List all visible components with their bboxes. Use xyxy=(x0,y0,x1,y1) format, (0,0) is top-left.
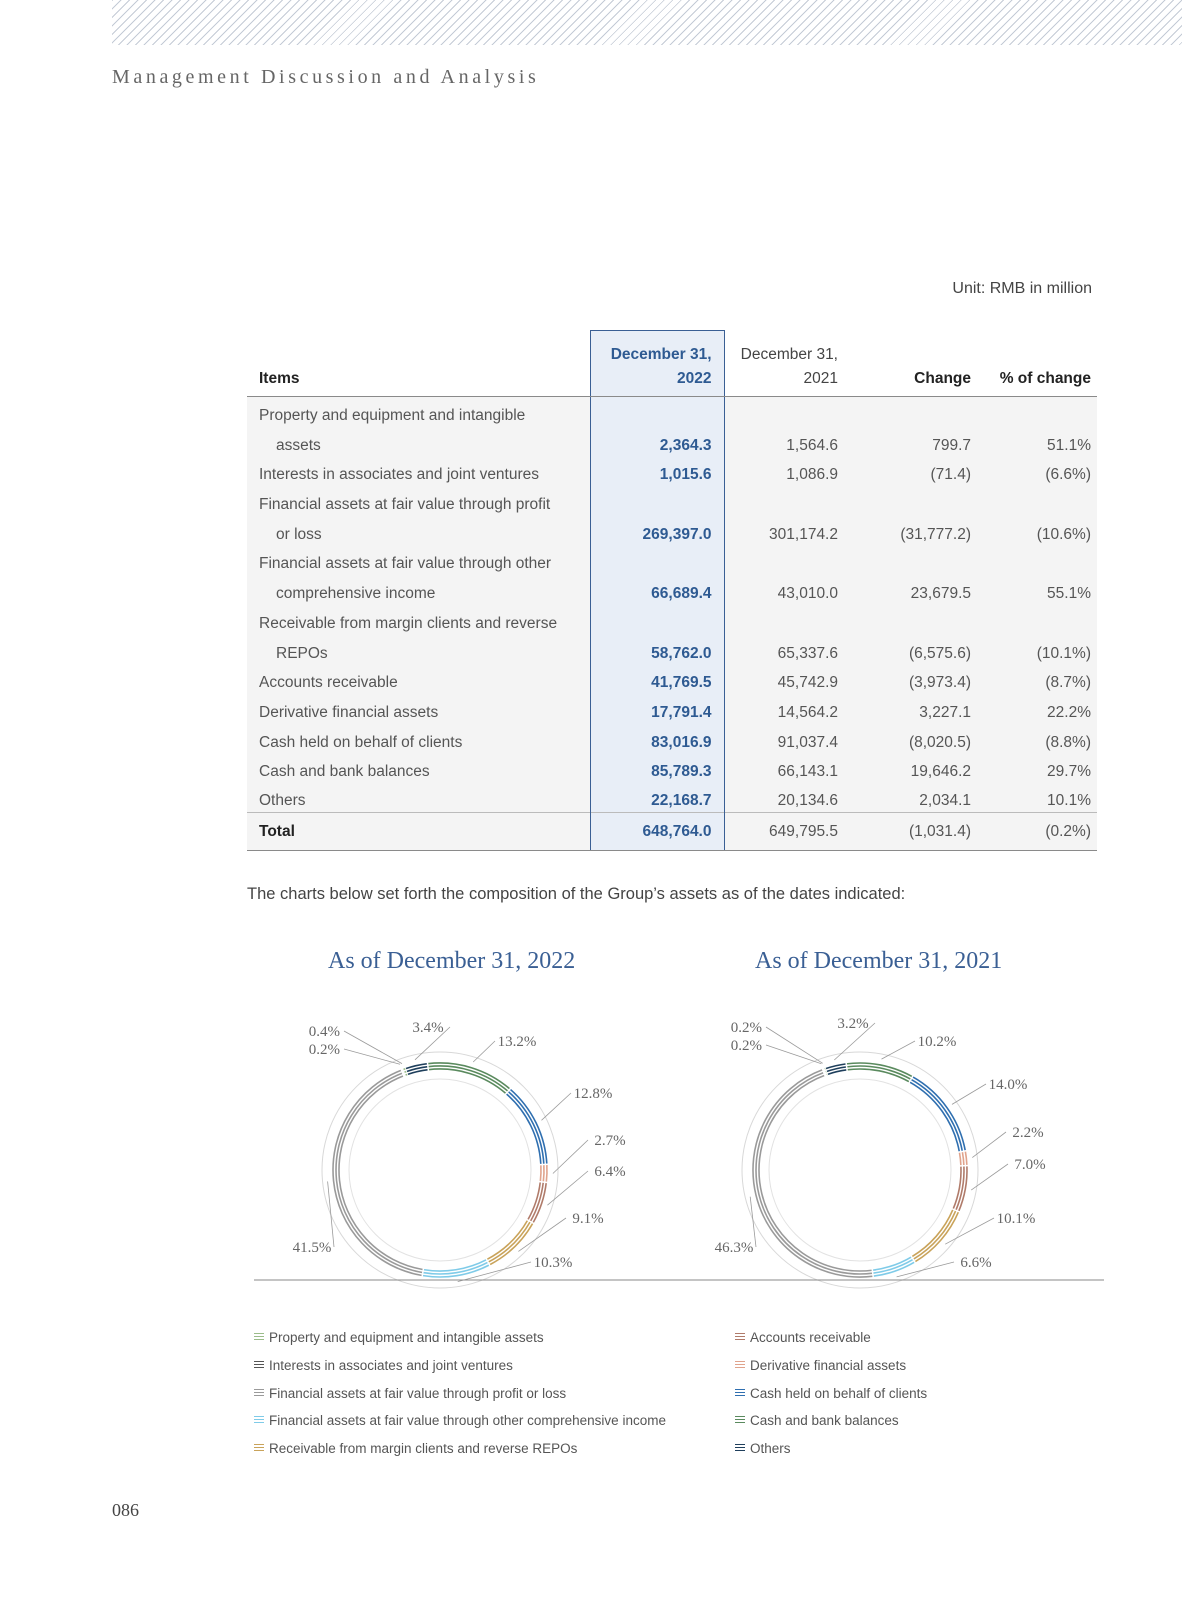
donut-slice xyxy=(953,1166,967,1212)
legend-item xyxy=(735,1352,927,1380)
legend-label: Receivable from margin clients and reverse REPOs xyxy=(269,1441,578,1457)
header-2021-line2: 2021 xyxy=(724,364,850,397)
legend-label: Cash held on behalf of clients xyxy=(750,1385,928,1401)
asset-composition-charts xyxy=(0,990,1190,1300)
header-items: Items xyxy=(247,364,590,397)
slice-value-label: 6.4% xyxy=(594,1164,626,1180)
slice-value-label: 0.2% xyxy=(730,1020,762,1036)
donut-slice xyxy=(405,1064,428,1075)
legend-label: Cash and bank balances xyxy=(750,1413,899,1429)
donut-slice xyxy=(872,1257,914,1276)
table-row: Derivative financial assets 17,791.4 14,564.2 3,227.1 22.2% xyxy=(247,694,1097,724)
table-row: assets 2,364.3 1,564.6 799.7 51.1% xyxy=(247,427,1097,457)
donut-slice xyxy=(333,1070,423,1275)
slice-value-label: 10.2% xyxy=(917,1034,957,1050)
slice-value-label: 46.3% xyxy=(714,1240,754,1256)
label-leader-line xyxy=(547,1171,588,1205)
table-row: Cash and bank balances 85,789.3 66,143.1 19,646.2 29.7% xyxy=(247,754,1097,784)
legend-item xyxy=(254,1435,666,1463)
row-label: Receivable from margin clients and reverse xyxy=(247,605,590,635)
slice-value-label: 14.0% xyxy=(988,1077,1028,1093)
legend-item xyxy=(735,1324,927,1352)
slice-value-label: 0.2% xyxy=(308,1042,340,1058)
label-leader-line xyxy=(542,1093,572,1120)
donut-chart-2022 xyxy=(293,1020,626,1288)
legend-item xyxy=(735,1435,927,1463)
row-label: Financial assets at fair value through other xyxy=(247,546,590,576)
legend-swatch-icon xyxy=(254,1333,264,1342)
slice-value-label: 7.0% xyxy=(1014,1157,1046,1173)
legend-swatch-icon xyxy=(735,1444,745,1453)
legend-item xyxy=(254,1379,666,1407)
header-hatch-band xyxy=(112,0,1182,45)
legend-swatch-icon xyxy=(254,1416,264,1425)
chart-title-2022: As of December 31, 2022 xyxy=(328,948,576,974)
legend-swatch-icon xyxy=(735,1416,745,1425)
slice-value-label: 0.4% xyxy=(308,1024,340,1040)
donut-slice xyxy=(422,1260,489,1277)
donut-outer-guide xyxy=(322,1052,558,1288)
label-leader-line xyxy=(458,1262,531,1282)
row-label: Financial assets at fair value through profit xyxy=(247,486,590,516)
legend-left xyxy=(254,1324,666,1462)
label-leader-line xyxy=(766,1045,821,1064)
label-leader-line xyxy=(972,1132,1006,1158)
slice-value-label: 3.2% xyxy=(837,1016,869,1032)
legend-swatch-icon xyxy=(254,1444,264,1453)
donut-inner-guide xyxy=(769,1079,951,1261)
header-2022-line1: December 31, xyxy=(590,331,724,364)
slice-value-label: 10.1% xyxy=(996,1211,1036,1227)
donut-outer-guide xyxy=(742,1052,978,1288)
legend-label: Financial assets at fair value through profit or loss xyxy=(269,1385,567,1401)
label-leader-line xyxy=(945,1218,994,1244)
donut-slice xyxy=(912,1209,959,1262)
table-row: comprehensive income 66,689.4 43,010.0 23,679.5 55.1% xyxy=(247,575,1097,605)
legend-label: Property and equipment and intangible assets xyxy=(269,1330,544,1346)
label-leader-line xyxy=(952,1084,986,1104)
label-leader-line xyxy=(553,1140,588,1174)
donut-slice xyxy=(487,1220,533,1265)
page-number: 086 xyxy=(112,1500,139,1520)
legend-label: Accounts receivable xyxy=(750,1330,871,1346)
table-row: or loss 269,397.0 301,174.2 (31,777.2) (10.6%) xyxy=(247,516,1097,546)
label-leader-line xyxy=(344,1049,400,1064)
legend-label: Interests in associates and joint ventures xyxy=(269,1358,513,1374)
charts-intro-text: The charts below set forth the composition of the Group’s assets as of the dates indicated: xyxy=(247,885,906,903)
slice-value-label: 3.4% xyxy=(412,1020,444,1036)
legend-right xyxy=(735,1324,927,1462)
legend-item xyxy=(254,1324,666,1352)
donut-slice xyxy=(959,1151,967,1166)
assets-table xyxy=(247,330,1097,851)
label-leader-line xyxy=(971,1164,1008,1190)
legend-item xyxy=(735,1407,927,1435)
slice-value-label: 13.2% xyxy=(497,1034,537,1050)
slice-value-label: 2.2% xyxy=(1012,1125,1044,1141)
donut-slice xyxy=(540,1164,547,1182)
legend-swatch-icon xyxy=(254,1361,264,1370)
unit-note: Unit: RMB in million xyxy=(952,280,1092,297)
header-pct-change: % of change xyxy=(975,364,1097,397)
legend-item xyxy=(254,1407,666,1435)
legend-label: Derivative financial assets xyxy=(750,1358,907,1374)
table-row: Interests in associates and joint ventures 1,015.6 1,086.9 (71.4) (6.6%) xyxy=(247,457,1097,487)
header-2021-line1: December 31, xyxy=(740,345,838,363)
chart-title-2021: As of December 31, 2021 xyxy=(755,948,1003,974)
table-row: Accounts receivable 41,769.5 45,742.9 (3,973.4) (8.7%) xyxy=(247,665,1097,695)
donut-inner-guide xyxy=(349,1079,531,1261)
table-total-row: Total 648,764.0 649,795.5 (1,031.4) (0.2%) xyxy=(247,813,1097,851)
label-leader-line xyxy=(344,1031,402,1064)
donut-slice xyxy=(753,1070,873,1277)
label-leader-line xyxy=(766,1027,823,1063)
table-row: Cash held on behalf of clients 83,016.9 91,037.4 (8,020.5) (8.8%) xyxy=(247,724,1097,754)
legend-item xyxy=(254,1352,666,1380)
label-leader-line xyxy=(473,1041,495,1062)
donut-slice xyxy=(506,1089,547,1165)
label-leader-line xyxy=(882,1041,916,1059)
slice-value-label: 6.6% xyxy=(960,1255,992,1271)
label-leader-line xyxy=(328,1181,334,1247)
donut-chart-2021 xyxy=(715,1016,1046,1288)
donut-slice xyxy=(909,1077,965,1152)
legend-swatch-icon xyxy=(254,1389,264,1398)
donut-slice xyxy=(825,1064,847,1075)
section-title: Management Discussion and Analysis xyxy=(112,66,540,88)
legend-swatch-icon xyxy=(735,1389,745,1398)
legend-label: Financial assets at fair value through other comprehensive income xyxy=(269,1413,666,1429)
slice-value-label: 41.5% xyxy=(292,1240,332,1256)
table-row: Others 22,168.7 20,134.6 2,034.1 10.1% xyxy=(247,783,1097,813)
legend-swatch-icon xyxy=(735,1333,745,1342)
header-change: Change xyxy=(850,364,975,397)
row-label: Property and equipment and intangible xyxy=(247,397,590,428)
legend-swatch-icon xyxy=(735,1361,745,1370)
legend-label: Others xyxy=(750,1441,791,1457)
legend-item xyxy=(735,1379,927,1407)
slice-value-label: 12.8% xyxy=(573,1086,613,1102)
donut-slice xyxy=(528,1182,547,1223)
slice-value-label: 2.7% xyxy=(594,1133,626,1149)
slice-value-label: 10.3% xyxy=(533,1255,573,1271)
slice-value-label: 0.2% xyxy=(730,1038,762,1054)
table-row: REPOs 58,762.0 65,337.6 (6,575.6) (10.1%) xyxy=(247,635,1097,665)
slice-value-label: 9.1% xyxy=(572,1211,604,1227)
header-2022-line2: 2022 xyxy=(590,364,724,397)
